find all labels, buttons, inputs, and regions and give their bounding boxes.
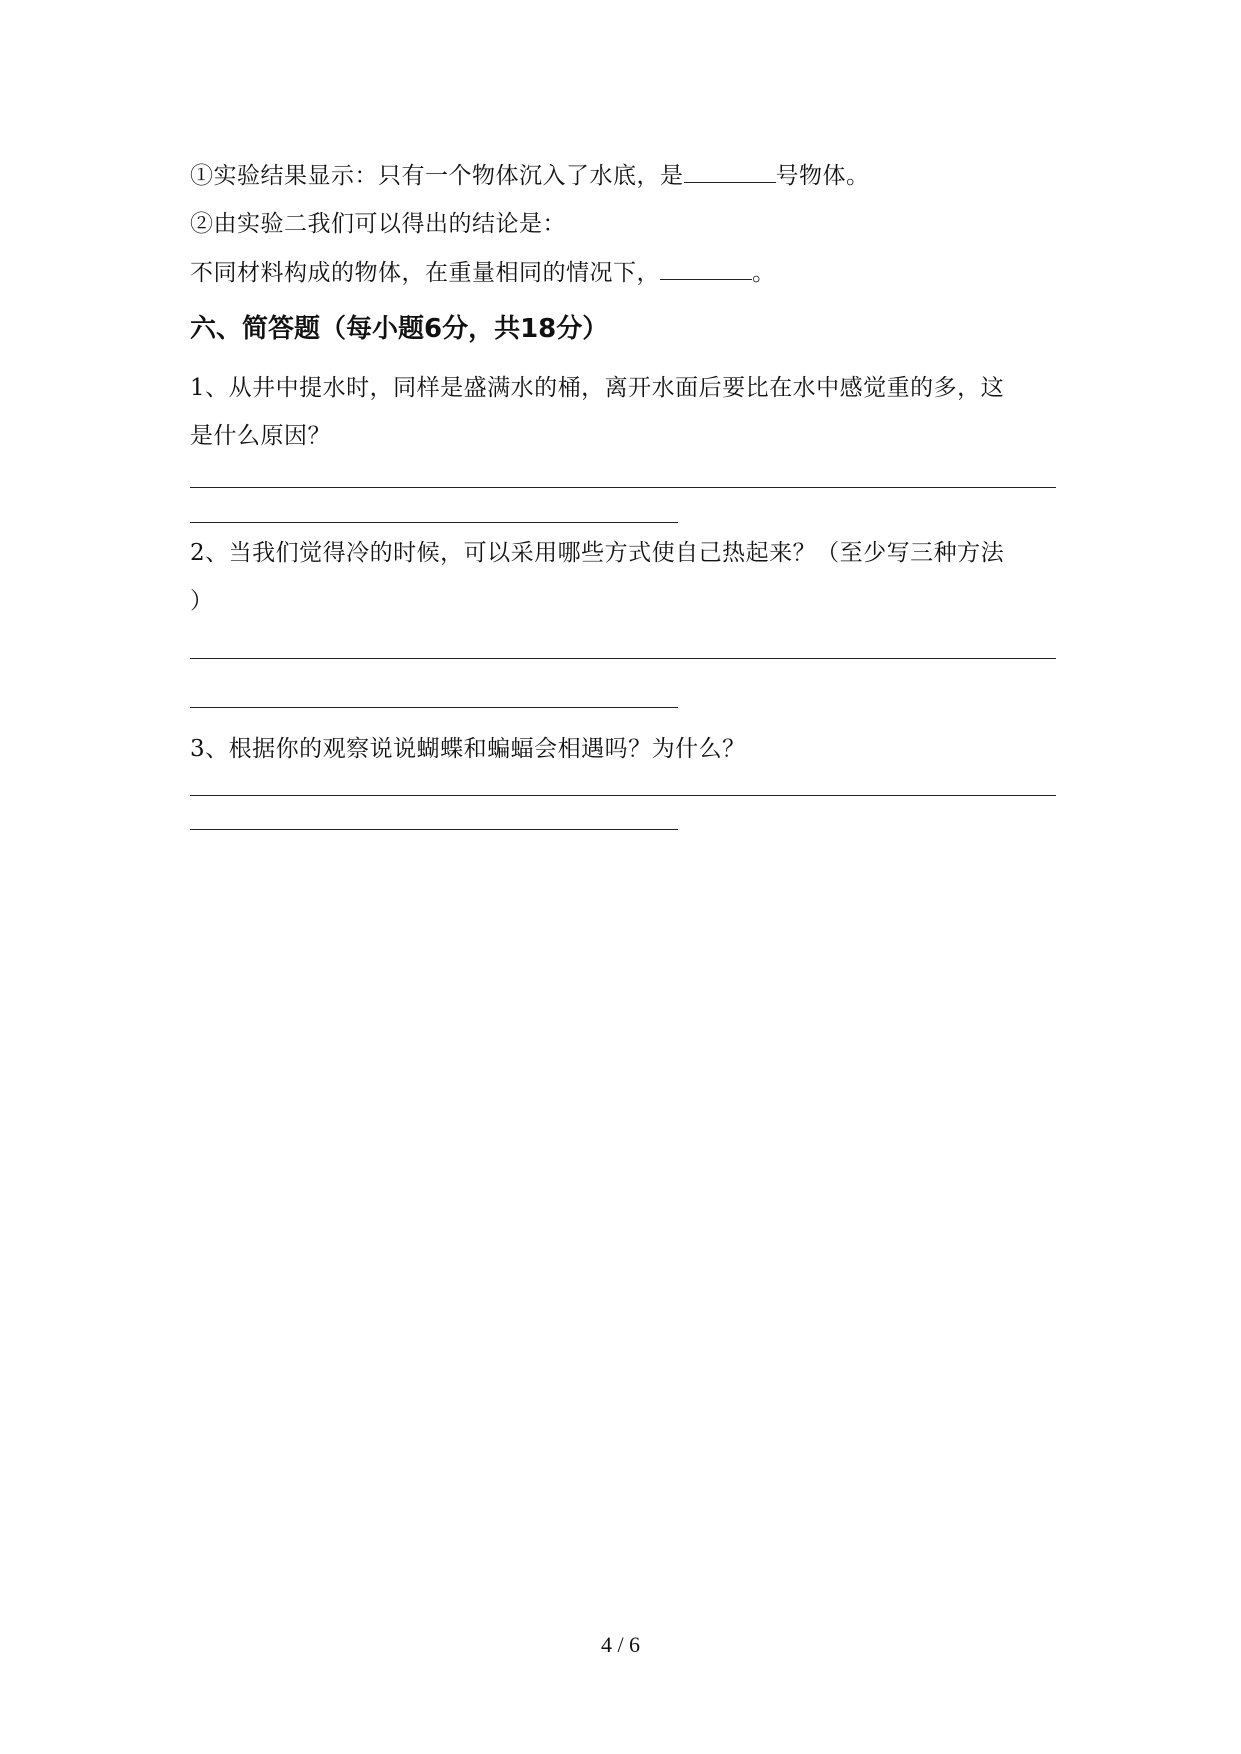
question-1-answer-line-1[interactable] — [190, 487, 1056, 488]
question-3-answer-line-1[interactable] — [190, 795, 1056, 796]
answer-blank-object-number[interactable] — [684, 160, 776, 183]
question-3-line-1: 3、根据你的观察说说蝴蝶和蝙蝠会相遇吗？为什么？ — [190, 736, 746, 762]
question-2-line-1: 2、当我们觉得冷的时候，可以采用哪些方式使自己热起来？（至少写三种方法 — [190, 540, 1005, 566]
conclusion-text: 不同材料构成的物体，在重量相同的情况下， — [190, 260, 660, 286]
experiment-conclusion-prompt — [190, 208, 566, 240]
conclusion-prompt-text: ②由实验二我们可以得出的结论是： — [190, 211, 566, 237]
answer-blank-conclusion[interactable] — [660, 257, 752, 280]
question-2-line-2: ） — [190, 588, 214, 614]
question-1-line-1: 1、从井中提水时，同样是盛满水的桶，离开水面后要比在水中感觉重的多，这 — [190, 375, 1005, 401]
question-1-answer-line-2[interactable] — [190, 522, 678, 523]
experiment-result-line — [190, 160, 870, 192]
conclusion-suffix: 。 — [752, 260, 776, 286]
question-3-answer-line-2[interactable] — [190, 829, 678, 830]
section-heading: 六、简答题（每小题6分，共18分） — [190, 314, 609, 344]
experiment-result-text: ①实验结果显示：只有一个物体沉入了水底，是 — [190, 163, 684, 189]
page-number: 4 / 6 — [600, 1632, 641, 1657]
experiment-conclusion-line — [190, 257, 776, 289]
question-2-answer-line-1[interactable] — [190, 658, 1056, 659]
question-2-answer-line-2[interactable] — [190, 707, 678, 708]
question-1-line-2: 是什么原因？ — [190, 423, 331, 449]
experiment-result-suffix: 号物体。 — [775, 163, 870, 189]
